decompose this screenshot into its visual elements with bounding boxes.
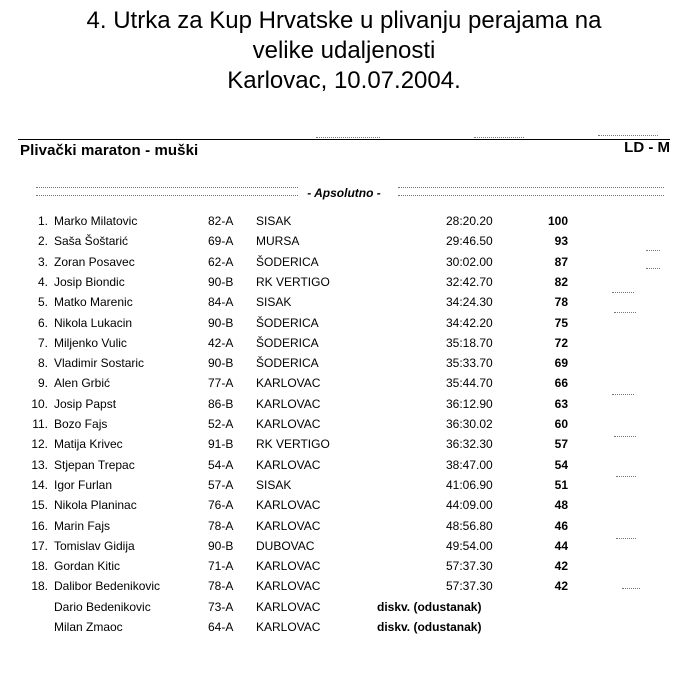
table-row	[0, 498, 688, 518]
category: 62-A	[208, 254, 234, 269]
points: 51	[554, 477, 568, 492]
category: 91-B	[208, 437, 234, 452]
club: SISAK	[256, 214, 292, 228]
points: 46	[554, 518, 568, 533]
rank: 17.	[31, 538, 48, 553]
time: 35:33.70	[446, 356, 493, 371]
table-row	[0, 397, 688, 417]
club: KARLOVAC	[256, 457, 321, 472]
rank: 8.	[37, 356, 48, 371]
rank: 10.	[31, 396, 48, 411]
rank: 18.	[31, 579, 48, 594]
rank: 14.	[31, 477, 48, 492]
athlete-name: Bozo Fajs	[54, 417, 108, 431]
rank: 15.	[31, 498, 48, 513]
margin-dots	[622, 588, 640, 589]
rank: 11.	[32, 417, 48, 431]
dotted-line	[316, 137, 380, 138]
race-title: Plivački maraton - muški	[20, 142, 199, 159]
athlete-name: Josip Biondic	[54, 274, 125, 289]
rank: 6.	[37, 315, 48, 330]
margin-dots	[614, 312, 636, 313]
time: 30:02.00	[446, 254, 493, 269]
table-row	[0, 539, 688, 559]
document-title-line-3: Karlovac, 10.07.2004.	[227, 67, 461, 94]
rank: 4.	[37, 274, 48, 289]
margin-dots	[614, 436, 636, 437]
margin-dots	[646, 268, 660, 269]
dotted-line	[598, 135, 658, 136]
table-row	[0, 478, 688, 498]
category: 90-B	[208, 315, 234, 330]
category: 84-A	[208, 295, 234, 310]
time: 57:37.30	[446, 559, 493, 574]
athlete-name: Matko Marenic	[54, 295, 133, 310]
athlete-name: Stjepan Trepac	[54, 457, 135, 472]
table-row	[0, 417, 688, 437]
table-row	[0, 579, 688, 599]
points: 48	[554, 498, 568, 513]
athlete-name: Marko Milatovic	[54, 214, 138, 228]
disqualification-note: diskv. (odustanak)	[377, 599, 482, 614]
table-row	[0, 234, 688, 254]
category: 64-A	[208, 620, 234, 634]
athlete-name: Zoran Posavec	[54, 254, 135, 269]
table-row	[0, 336, 688, 356]
time: 36:32.30	[446, 437, 493, 452]
category: 57-A	[208, 477, 234, 492]
table-row-disqualified	[0, 620, 688, 640]
athlete-name: Dario Bedenikovic	[54, 599, 151, 614]
athlete-name: Miljenko Vulic	[54, 335, 127, 350]
category: 82-A	[208, 214, 234, 228]
table-row	[0, 376, 688, 396]
table-row	[0, 437, 688, 457]
margin-dots	[616, 476, 636, 477]
category: 54-A	[208, 457, 234, 472]
category: 71-A	[208, 559, 234, 574]
rank: 5.	[37, 295, 48, 310]
table-row	[0, 255, 688, 275]
time: 49:54.00	[446, 538, 493, 553]
rank: 2.	[37, 234, 48, 249]
points: 69	[554, 356, 568, 371]
club: KARLOVAC	[256, 599, 321, 614]
club: KARLOVAC	[256, 518, 321, 533]
category: 52-A	[208, 417, 234, 431]
time: 48:56.80	[446, 518, 493, 533]
time: 34:42.20	[446, 315, 493, 330]
points: 87	[554, 254, 568, 269]
table-row	[0, 559, 688, 579]
club: KARLOVAC	[256, 417, 321, 431]
club: ŠODERICA	[256, 254, 319, 269]
points: 82	[554, 274, 568, 289]
club: KARLOVAC	[256, 579, 321, 594]
club: RK VERTIGO	[256, 437, 330, 452]
time: 35:44.70	[446, 376, 493, 391]
time: 38:47.00	[446, 457, 493, 472]
time: 35:18.70	[446, 335, 493, 350]
athlete-name: Marin Fajs	[54, 518, 111, 533]
category: 90-B	[208, 356, 234, 371]
club: RK VERTIGO	[256, 274, 330, 289]
rank: 7.	[37, 335, 48, 350]
rank: 16.	[31, 518, 48, 533]
section-label: - Apsolutno -	[307, 186, 381, 200]
table-row	[0, 275, 688, 295]
document-title-line-1: 4. Utrka za Kup Hrvatske u plivanju perajama na	[86, 7, 602, 34]
points: 60	[554, 417, 568, 431]
rank: 13.	[31, 457, 48, 472]
athlete-name: Vladimir Sostaric	[54, 356, 145, 371]
athlete-name: Nikola Lukacin	[54, 315, 133, 330]
time: 41:06.90	[446, 477, 493, 492]
race-code: LD - M	[624, 139, 670, 156]
category: 90-B	[208, 274, 234, 289]
athlete-name: Gordan Kitic	[54, 559, 121, 574]
club: SISAK	[256, 477, 292, 492]
table-row	[0, 214, 688, 234]
points: 57	[554, 437, 568, 452]
club: MURSA	[256, 234, 300, 249]
points: 75	[554, 315, 568, 330]
points: 63	[554, 396, 568, 411]
rank: 9.	[37, 376, 48, 391]
athlete-name: Alen Grbić	[54, 376, 111, 391]
club: ŠODERICA	[256, 356, 319, 371]
club: KARLOVAC	[256, 620, 321, 634]
club: DUBOVAC	[256, 538, 315, 553]
club: SISAK	[256, 295, 292, 310]
table-row	[0, 458, 688, 478]
points: 78	[554, 295, 568, 310]
time: 57:37.30	[446, 579, 493, 594]
rank: 12.	[31, 437, 48, 452]
category: 78-A	[208, 579, 234, 594]
club: KARLOVAC	[256, 498, 321, 513]
table-row	[0, 356, 688, 376]
category: 77-A	[208, 376, 234, 391]
athlete-name: Igor Furlan	[54, 477, 113, 492]
table-row-disqualified	[0, 600, 688, 620]
athlete-name: Saša Šoštarić	[54, 234, 129, 249]
category: 73-A	[208, 599, 234, 614]
rank: 1.	[37, 214, 48, 228]
club: ŠODERICA	[256, 335, 319, 350]
points: 93	[554, 234, 568, 249]
category: 78-A	[208, 518, 234, 533]
category: 86-B	[208, 396, 234, 411]
athlete-name: Milan Zmaoc	[54, 620, 123, 634]
athlete-name: Matija Krivec	[54, 437, 123, 452]
category: 76-A	[208, 498, 234, 513]
category: 90-B	[208, 538, 234, 553]
club: ŠODERICA	[256, 315, 319, 330]
club: KARLOVAC	[256, 559, 321, 574]
club: KARLOVAC	[256, 396, 321, 411]
points: 42	[554, 559, 568, 574]
rank: 18.	[31, 559, 48, 574]
dotted-line	[474, 137, 524, 138]
category: 69-A	[208, 234, 234, 249]
time: 28:20.20	[446, 214, 493, 228]
time: 29:46.50	[446, 234, 493, 249]
points: 42	[554, 579, 568, 594]
points: 66	[554, 376, 568, 391]
category: 42-A	[208, 335, 234, 350]
athlete-name: Tomislav Gidija	[54, 538, 135, 553]
rank: 3.	[37, 254, 48, 269]
disqualification-note: diskv. (odustanak)	[377, 620, 482, 634]
athlete-name: Dalibor Bedenikovic	[54, 579, 161, 594]
table-row	[0, 295, 688, 315]
document-title-line-2: velike udaljenosti	[252, 37, 436, 64]
time: 34:24.30	[446, 295, 493, 310]
athlete-name: Josip Papst	[54, 396, 117, 411]
time: 36:12.90	[446, 396, 493, 411]
time: 44:09.00	[446, 498, 493, 513]
table-row	[0, 519, 688, 539]
time: 32:42.70	[446, 274, 493, 289]
points: 72	[554, 335, 568, 350]
table-row	[0, 316, 688, 336]
athlete-name: Nikola Planinac	[54, 498, 137, 513]
margin-dots	[646, 250, 660, 251]
margin-dots	[616, 538, 636, 539]
points: 100	[547, 214, 568, 228]
margin-dots	[612, 394, 634, 395]
club: KARLOVAC	[256, 376, 321, 391]
points: 54	[554, 457, 568, 472]
time: 36:30.02	[446, 417, 493, 431]
points: 44	[554, 538, 568, 553]
margin-dots	[612, 292, 634, 293]
